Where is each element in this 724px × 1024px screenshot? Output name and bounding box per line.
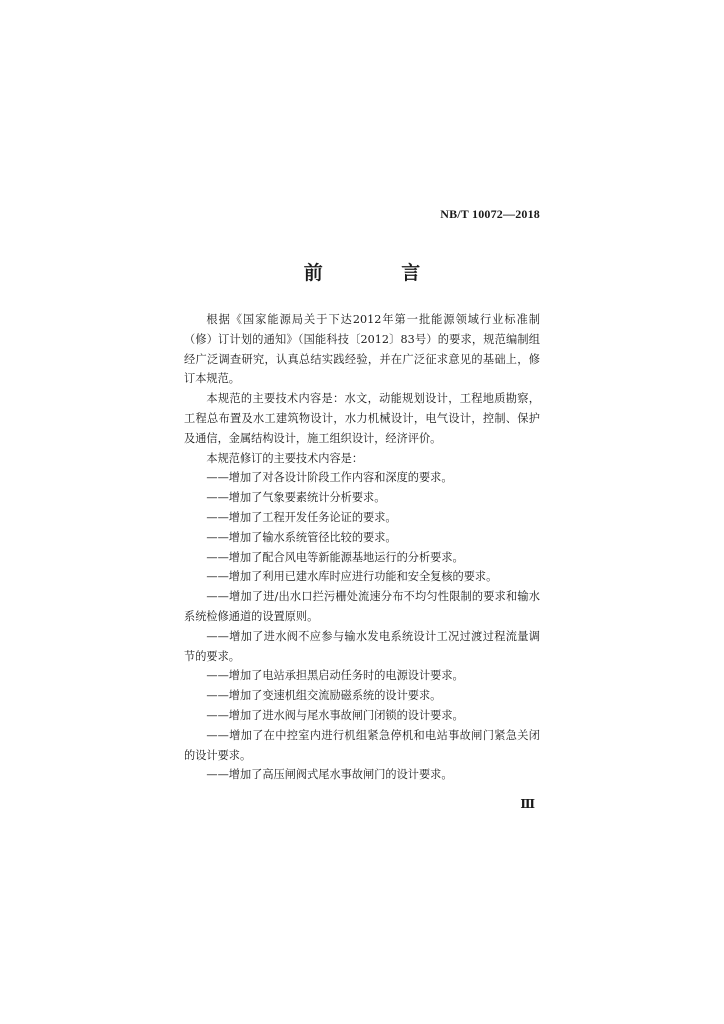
standard-code: NB/T 10072—2018 — [440, 207, 540, 221]
paragraph: 本规范修订的主要技术内容是： — [206, 451, 364, 465]
list-item: ——增加了输水系统管径比较的要求。 — [206, 530, 397, 544]
body-text — [184, 310, 540, 785]
list-item: ——增加了进/出水口拦污栅处流速分布不均匀性限制的要求和输水系统检修通道的设置原则。 — [184, 590, 540, 623]
list-item: ——增加了在中控室内进行机组紧急停机和电站事故闸门紧急关闭的设计要求。 — [184, 728, 540, 762]
list-item: ——增加了对各设计阶段工作内容和深度的要求。 — [206, 471, 453, 485]
list-item: ——增加了工程开发任务论证的要求。 — [206, 510, 397, 524]
list-item: ——增加了利用已建水库时应进行功能和安全复核的要求。 — [206, 570, 498, 584]
list-item: ——增加了高压闸阀式尾水事故闸门的设计要求。 — [206, 768, 453, 782]
list-item: ——增加了电站承担黑启动任务时的电源设计要求。 — [206, 669, 464, 683]
list-item: ——增加了进水阀不应参与输水发电系统设计工况过渡过程流量调节的要求。 — [184, 629, 540, 663]
list-item: ——增加了气象要素统计分析要求。 — [206, 491, 386, 505]
paragraph: 根据《国家能源局关于下达2012年第一批能源领域行业标准制（修）订计划的通知》（国能科技〔2012〕83号）的要求，规范编制组经广泛调查研究，认真总结实践经验，并在广泛征求意见的基础上，修订本规范。 — [184, 313, 540, 386]
list-item: ——增加了配合风电等新能源基地运行的分析要求。 — [206, 550, 464, 564]
list-item: ——增加了变速机组交流励磁系统的设计要求。 — [206, 689, 442, 703]
page-number: Ⅲ — [520, 797, 535, 811]
page-title: 前 言 — [303, 262, 457, 284]
list-item: ——增加了进水阀与尾水事故闸门闭锁的设计要求。 — [206, 708, 464, 722]
paragraph: 本规范的主要技术内容是：水文，动能规划设计，工程地质勘察，工程总布置及水工建筑物设计，水力机械设计，电气设计，控制、保护及通信，金属结构设计，施工组织设计，经济评价。 — [184, 392, 540, 445]
